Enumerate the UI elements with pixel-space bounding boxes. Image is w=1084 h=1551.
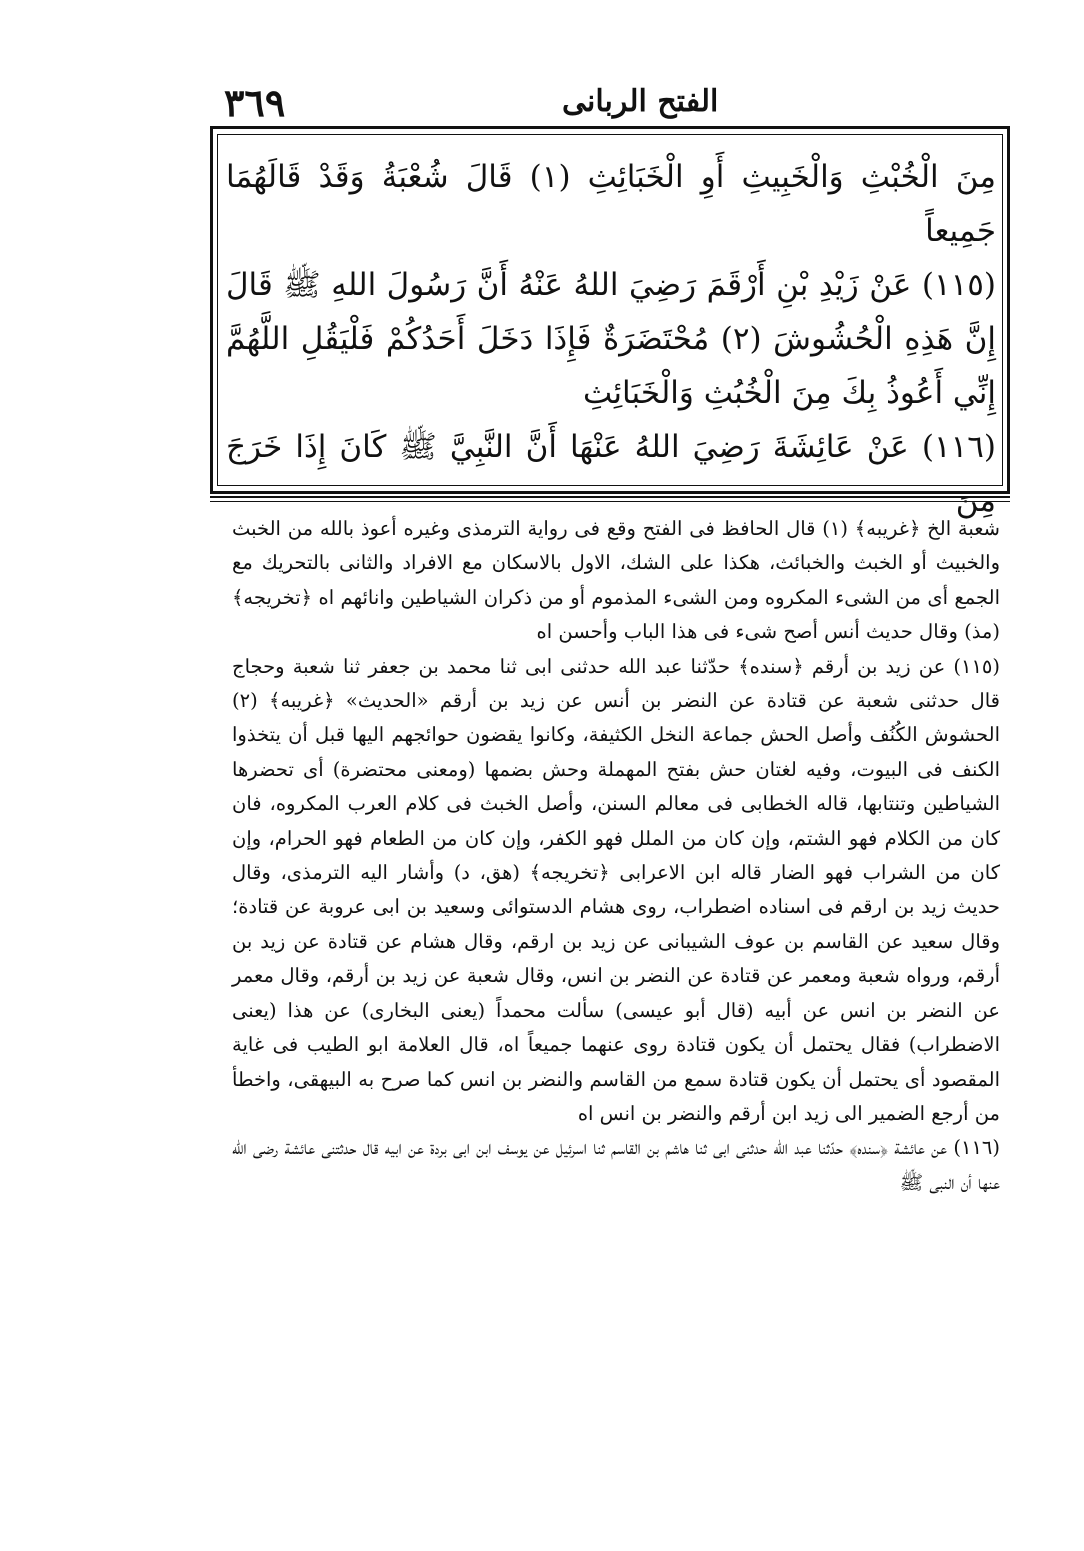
separator-line <box>210 496 1010 502</box>
hadith-115: (١١٥) عَنْ زَيْدِ بْنِ أَرْقَمَ رَضِيَ اللهُ عَنْهُ أَنَّ رَسُولَ اللهِ ﷺ قَالَ إِنَّ هَذِهِ الْحُشُوشَ (٢) مُحْتَضَرَةٌ فَإِذَا دَخَلَ أَحَدُكُمْ فَلْيَقُلِ اللَّهُمَّ إِنِّي أَعُوذُ بِكَ مِنَ الْخُبُثِ وَالْخَبَائِثِ <box>226 267 996 411</box>
main-text-paragraph: مِنَ الْخُبْثِ وَالْخَبِيثِ أَوِ الْخَبَائِثِ (١) قَالَ شُعْبَةُ وَقَدْ قَالَهُمَا جَمِيعاً <box>226 159 996 249</box>
page-header <box>212 80 1008 125</box>
main-text <box>226 150 996 528</box>
page-number: ٣٦٩ <box>224 80 286 125</box>
footnote-paragraph: (١١٦) عن عائشة ﴿سنده﴾ حدّثنا عبد الله حدثنى ابى ثنا هاشم بن القاسم ثنا اسرئيل عن يوسف ابن ابى بردة عن ابيه قال حدثتنى عائشة رضى الله عنها أن النبى ﷺ <box>232 1136 1000 1194</box>
running-title: الفتح الربانى <box>562 84 719 119</box>
footnote-paragraph: شعبة الخ ﴿غريبه﴾ (١) قال الحافظ فى الفتح وقع فى رواية الترمذى وغيره أعوذ بالله من الخبث والخبيث أو الخبث والخبائث، هكذا على الشك، الاول بالاسكان مع الافراد والثانى بالتحريك مع الجمع أى من الشىء المكروه ومن الشىء المذموم أو من ذكران الشياطين وانائهم اه ﴿تخريجه﴾ (مذ) وقال حديث أنس أصح شىء فى هذا الباب وأحسن اه <box>232 517 1001 644</box>
footnotes <box>232 512 1000 1200</box>
footnote-paragraph: (١١٥) عن زيد بن أرقم ﴿سنده﴾ حدّثنا عبد الله حدثنى ابى ثنا محمد بن جعفر ثنا شعبة وحجاج قال حدثنى شعبة عن قتادة عن النضر بن أنس عن زيد بن أرقم «الحديث» ﴿غريبه﴾ (٢) الحشوش الكُنُف وأصل الحش جماعة النخل الكثيفة، وكانوا يقضون حوائجهم اليها قبل أن يتخذوا الكنف فى البيوت، وفيه لغتان حش بفتح المهملة وحش بضمها (ومعنى محتضرة) أى تحضرها الشياطين وتنتابها، قاله الخطابى فى معالم السنن، وأصل الخبث فى كلام العرب المكروه، فان كان من الكلام فهو الشتم، وإن كان من الملل فهو الكفر، وإن كان من الطعام فهو الحرام، وإن كان من الشراب فهو الضار قاله ابن الاعرابى ﴿تخريجه﴾ (هق، د) وأشار اليه الترمذى، وقال حديث زيد بن ارقم فى اسناده اضطراب، روى هشام الدستوائى وسعيد بن ابى عروبة عن قتادة؛ وقال سعيد عن القاسم بن عوف الشيبانى عن زيد بن ارقم، وقال هشام عن قتادة عن زيد بن أرقم، ورواه شعبة ومعمر عن قتادة عن النضر بن انس، وقال شعبة عن زيد بن أرقم، وقال معمر عن النضر بن انس عن أبيه (قال أبو عيسى) سألت محمداً (يعنى البخارى) عن هذا (يعنى الاضطراب) فقال يحتمل أن يكون قتادة روى عنهما جميعاً اه، قال العلامة ابو الطيب فى غاية المقصود أى يحتمل أن يكون قتادة سمع من القاسم والنضر بن انس كما صرح به البيهقى، واخطأ من أرجع الضمير الى زيد ابن أرقم والنضر بن انس اه <box>232 654 1000 1125</box>
hadith-116: (١١٦) عَنْ عَائِشَةَ رَضِيَ اللهُ عَنْهَا أَنَّ النَّبِيَّ ﷺ كَانَ إِذَا خَرَجَ مِنَ <box>226 429 996 519</box>
